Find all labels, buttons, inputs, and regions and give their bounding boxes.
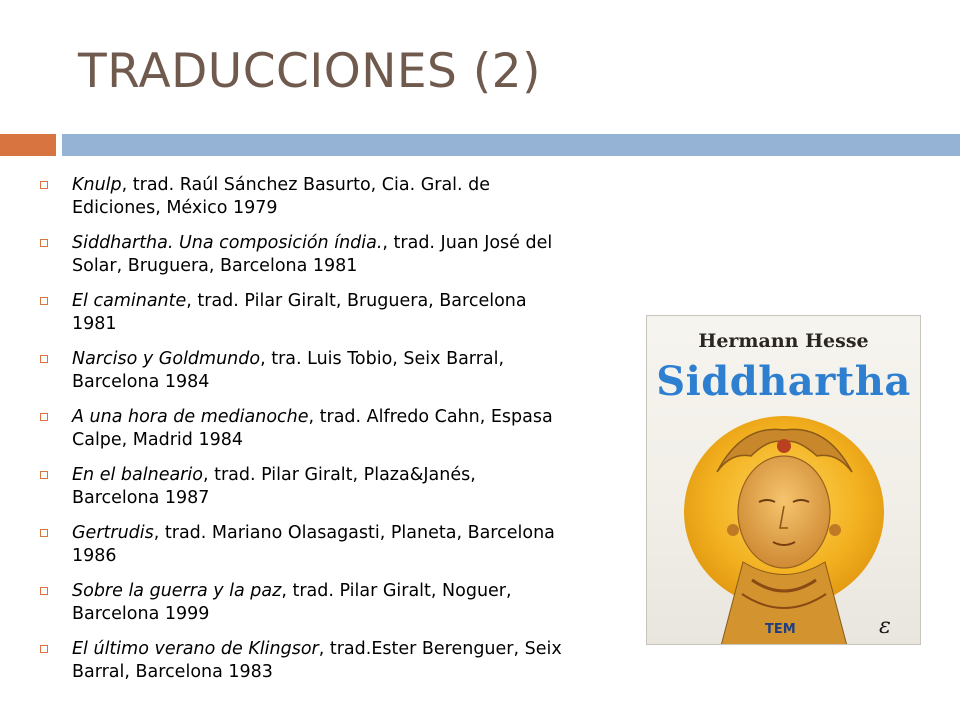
- buddha-illustration: [647, 412, 921, 645]
- cover-author: Hermann Hesse: [698, 330, 869, 352]
- square-bullet-icon: [40, 355, 48, 363]
- translations-list: [38, 174, 618, 696]
- work-title: Knulp: [72, 175, 122, 195]
- work-details: , trad. Juan José del: [382, 233, 553, 253]
- list-item: [38, 638, 618, 684]
- face-shape: [738, 456, 830, 568]
- square-bullet-icon: [40, 529, 48, 537]
- work-details-cont: Barcelona 1984: [72, 372, 210, 392]
- list-item: [38, 406, 618, 452]
- square-bullet-icon: [40, 413, 48, 421]
- slide-title: TRADUCCIONES (2): [78, 44, 541, 99]
- publisher-logo: TEM: [765, 622, 796, 637]
- work-details: , trad.Ester Berenguer, Seix: [318, 639, 562, 659]
- work-details-cont: Barral, Barcelona 1983: [72, 662, 273, 682]
- work-title: Sobre la guerra y la paz: [72, 581, 282, 601]
- work-details: , trad. Alfredo Cahn, Espasa: [308, 407, 553, 427]
- work-details-cont: Ediciones, México 1979: [72, 198, 278, 218]
- cover-title: Siddhartha: [656, 358, 911, 405]
- list-item: [38, 522, 618, 568]
- publisher-mark-icon: ɛ: [879, 614, 891, 639]
- work-title: Narciso y Goldmundo: [72, 349, 261, 369]
- work-details: , trad. Mariano Olasagasti, Planeta, Barcelona: [153, 523, 555, 543]
- square-bullet-icon: [40, 587, 48, 595]
- list-item: [38, 348, 618, 394]
- work-details-cont: Barcelona 1999: [72, 604, 210, 624]
- square-bullet-icon: [40, 297, 48, 305]
- accent-bar-blue: [62, 134, 960, 156]
- work-details: , trad. Pilar Giralt, Noguer,: [281, 581, 512, 601]
- work-title: En el balneario: [72, 465, 203, 485]
- work-details-cont: 1981: [72, 314, 117, 334]
- work-title: Siddhartha. Una composición índia.: [72, 233, 383, 253]
- work-details: , trad. Pilar Giralt, Bruguera, Barcelona: [186, 291, 527, 311]
- work-title: A una hora de medianoche: [72, 407, 309, 427]
- crown-jewel: [777, 439, 791, 453]
- square-bullet-icon: [40, 471, 48, 479]
- work-details: , trad. Raúl Sánchez Basurto, Cia. Gral. de: [121, 175, 491, 195]
- square-bullet-icon: [40, 181, 48, 189]
- work-details: , trad. Pilar Giralt, Plaza&Janés,: [202, 465, 476, 485]
- work-details-cont: Barcelona 1987: [72, 488, 210, 508]
- list-item: [38, 580, 618, 626]
- work-title: El caminante: [72, 291, 187, 311]
- list-item: [38, 174, 618, 220]
- list-item: [38, 232, 618, 278]
- accent-bar-orange: [0, 134, 56, 156]
- work-details: , tra. Luis Tobio, Seix Barral,: [260, 349, 505, 369]
- work-details-cont: Calpe, Madrid 1984: [72, 430, 244, 450]
- book-cover-image: [646, 315, 921, 645]
- work-details-cont: Solar, Bruguera, Barcelona 1981: [72, 256, 358, 276]
- list-item: [38, 290, 618, 336]
- square-bullet-icon: [40, 645, 48, 653]
- work-title: Gertrudis: [72, 523, 154, 543]
- work-title: El último verano de Klingsor: [72, 639, 319, 659]
- square-bullet-icon: [40, 239, 48, 247]
- work-details-cont: 1986: [72, 546, 117, 566]
- list-item: [38, 464, 618, 510]
